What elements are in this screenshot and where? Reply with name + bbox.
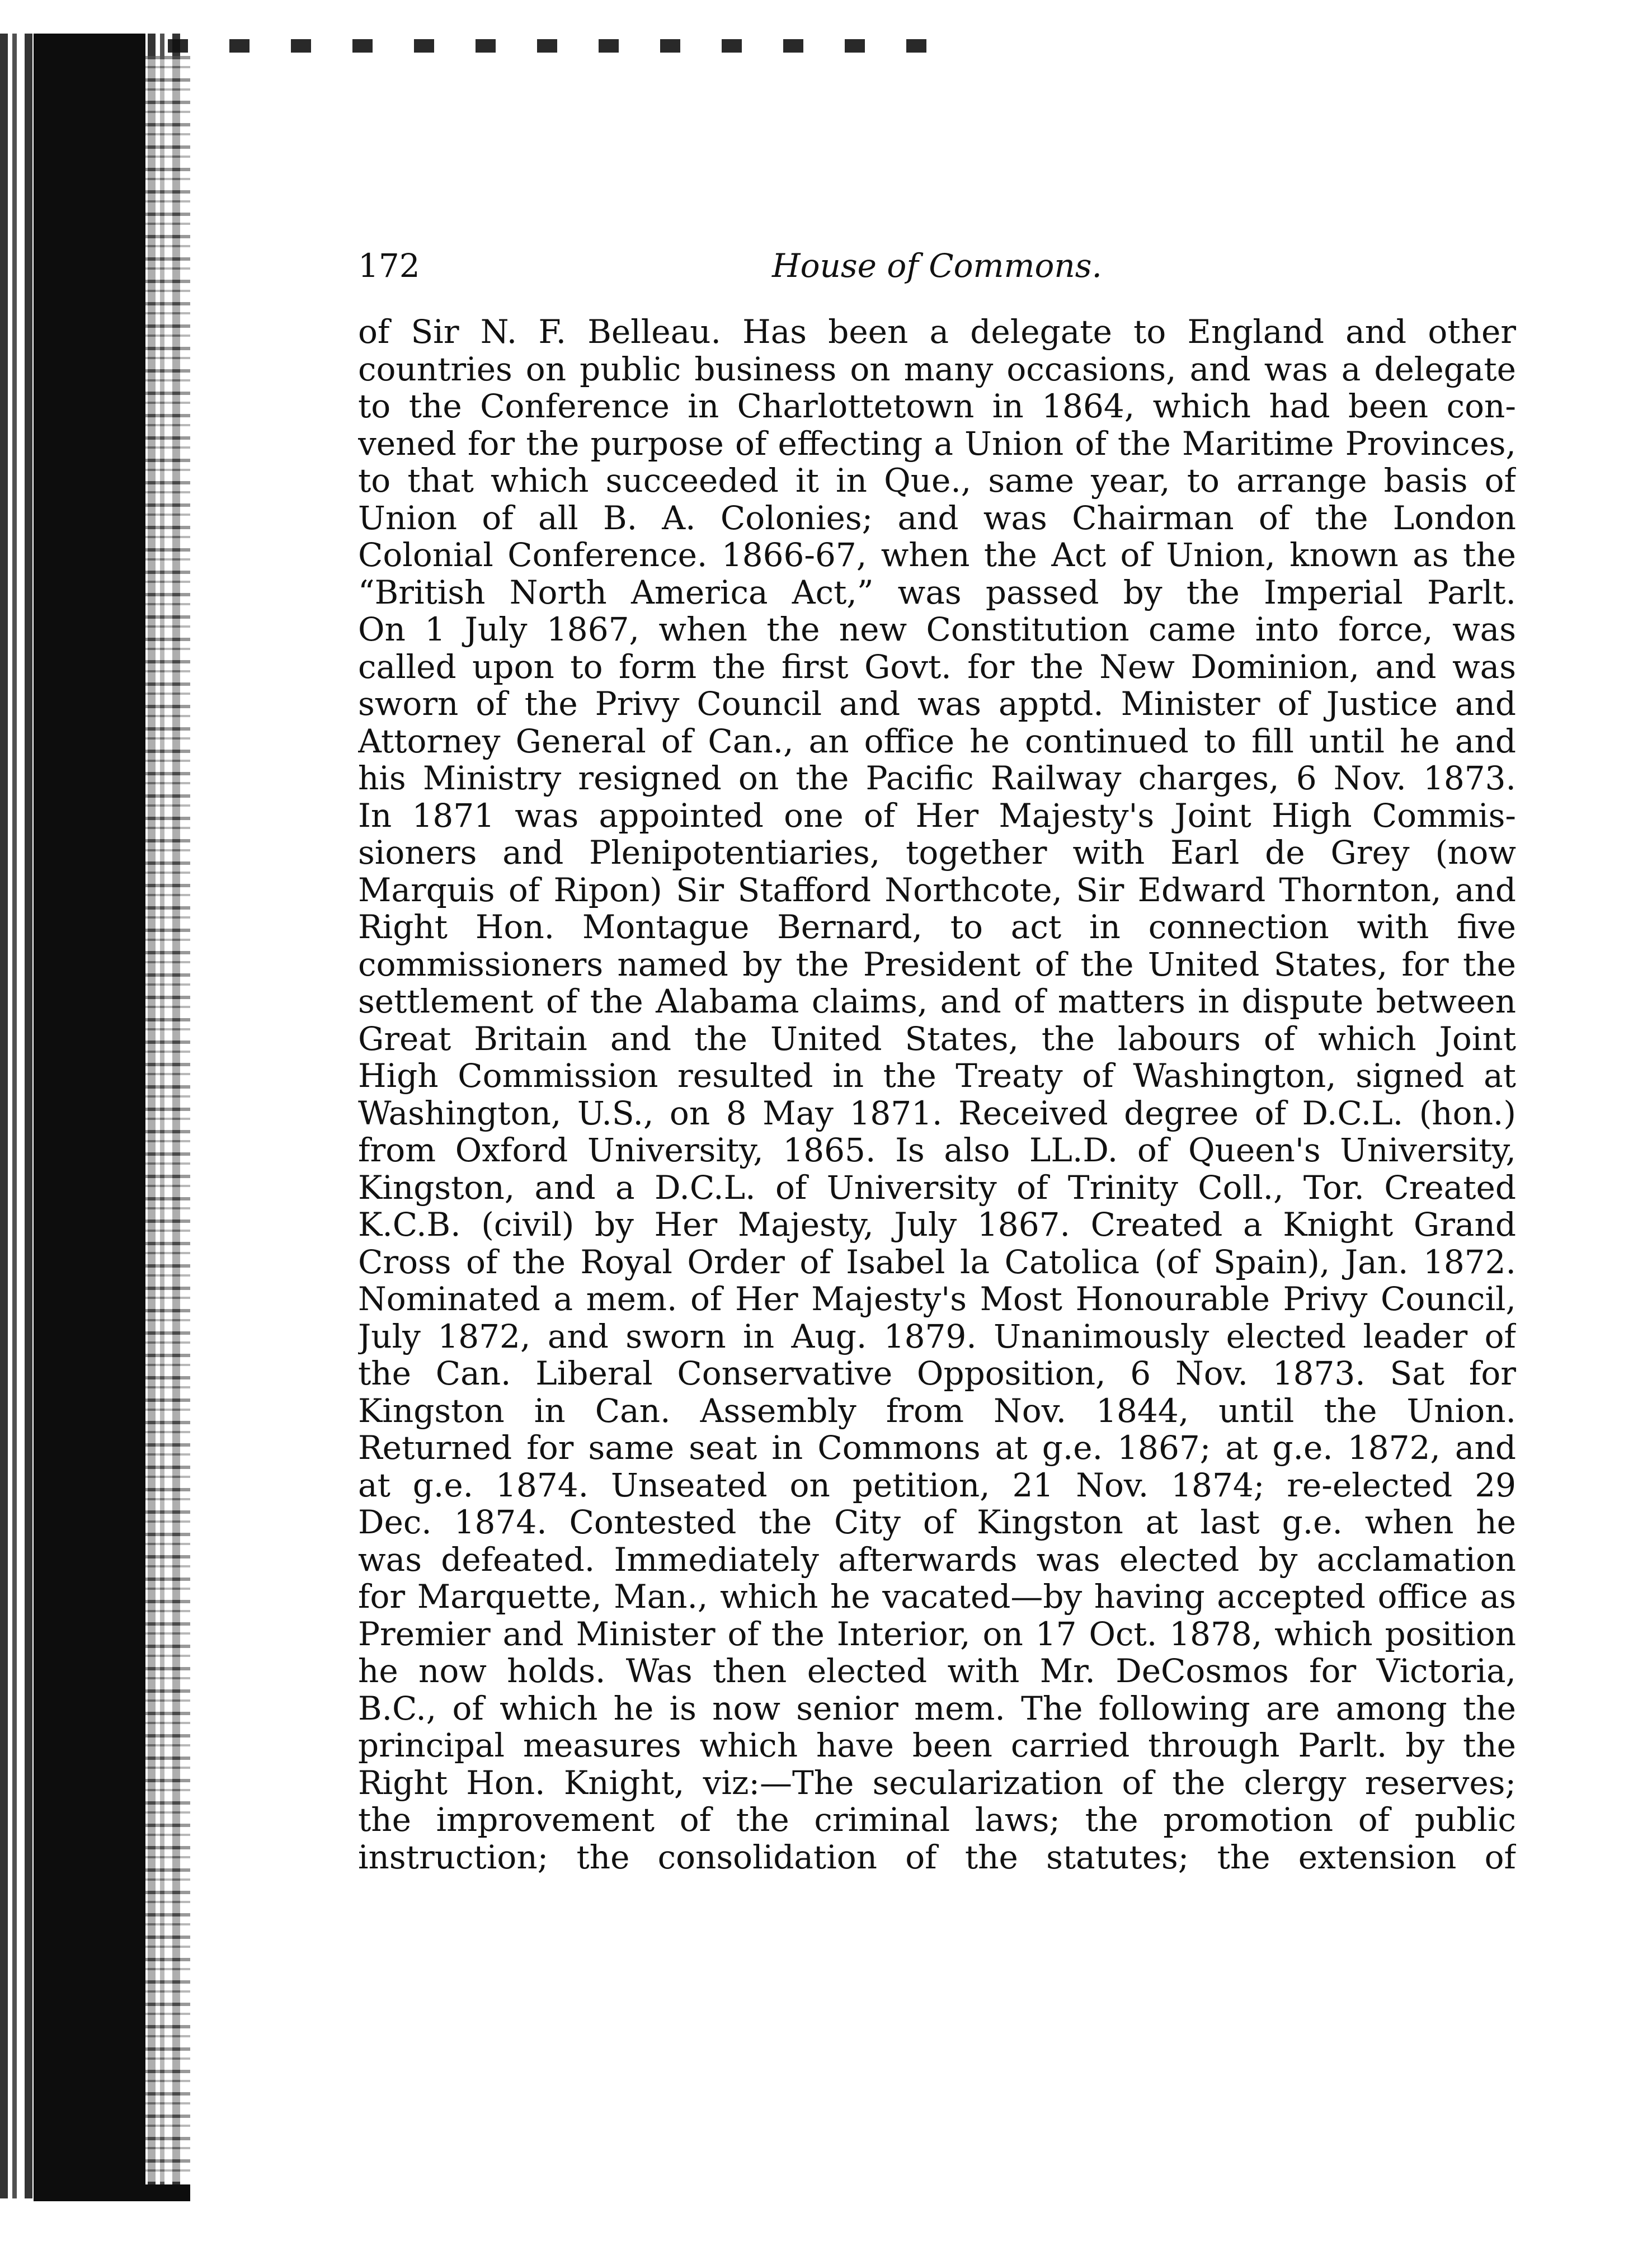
text-line: the improvement of the criminal laws; the promotion of public xyxy=(358,1801,1516,1839)
page-header xyxy=(358,243,1516,288)
text-line: Kingston in Can. Assembly from Nov. 1844, until the Union. xyxy=(358,1392,1516,1429)
text-line: instruction; the consolidation of the statutes; the extension of xyxy=(358,1838,1516,1876)
text-line: was defeated. Immediately afterwards was elected by acclamation xyxy=(358,1541,1516,1578)
text-line: settlement of the Alabama claims, and of matters in dispute between xyxy=(358,983,1516,1020)
text-line: Nominated a mem. of Her Majesty's Most Honourable Privy Council, xyxy=(358,1280,1516,1318)
text-line: Right Hon. Knight, viz:—The secularization of the clergy reserves; xyxy=(358,1764,1516,1801)
scan-top-marks xyxy=(168,39,951,53)
scan-binding-shadow xyxy=(34,34,145,2198)
text-line: called upon to form the first Govt. for the New Dominion, and was xyxy=(358,648,1516,685)
text-line: Kingston, and a D.C.L. of University of Trinity Coll., Tor. Created xyxy=(358,1169,1516,1206)
scan-bottom-bar xyxy=(34,2184,190,2201)
text-line: In 1871 was appointed one of Her Majesty's Joint High Commis- xyxy=(358,797,1516,834)
text-line: the Can. Liberal Conservative Opposition, 6 Nov. 1873. Sat for xyxy=(358,1355,1516,1392)
text-line: July 1872, and sworn in Aug. 1879. Unanimously elected leader of xyxy=(358,1317,1516,1355)
text-line: K.C.B. (civil) by Her Majesty, July 1867. Created a Knight Grand xyxy=(358,1206,1516,1244)
text-line: On 1 July 1867, when the new Constitution came into force, was xyxy=(358,611,1516,648)
text-line: Union of all B. A. Colonies; and was Chairman of the London xyxy=(358,499,1516,536)
text-line: for Marquette, Man., which he vacated—by having accepted office as xyxy=(358,1578,1516,1616)
text-line: Great Britain and the United States, the labours of which Joint xyxy=(358,1020,1516,1057)
text-line: “British North America Act,” was passed by the Imperial Parlt. xyxy=(358,573,1516,611)
text-line: Attorney General of Can., an office he continued to fill until he and xyxy=(358,722,1516,760)
running-title: House of Commons. xyxy=(772,247,1102,285)
text-line: sioners and Plenipotentiaries, together with Earl de Grey (now xyxy=(358,834,1516,872)
text-line: Premier and Minister of the Interior, on 17 Oct. 1878, which position xyxy=(358,1615,1516,1652)
text-line: of Sir N. F. Belleau. Has been a delegate to England and other xyxy=(358,313,1516,351)
text-line: his Ministry resigned on the Pacific Railway charges, 6 Nov. 1873. xyxy=(358,760,1516,797)
text-line: at g.e. 1874. Unseated on petition, 21 Nov. 1874; re-elected 29 xyxy=(358,1466,1516,1504)
text-line: to that which succeeded it in Que., same year, to arrange basis of xyxy=(358,462,1516,500)
scan-binding-speckle xyxy=(145,56,190,2182)
text-line: from Oxford University, 1865. Is also LL.D. of Queen's University, xyxy=(358,1132,1516,1169)
text-line: Right Hon. Montague Bernard, to act in connection with five xyxy=(358,908,1516,946)
text-line: commissioners named by the President of the United States, for the xyxy=(358,945,1516,983)
text-line: High Commission resulted in the Treaty of Washington, signed at xyxy=(358,1057,1516,1095)
text-line: principal measures which have been carried through Parlt. by the xyxy=(358,1727,1516,1764)
text-line: countries on public business on many occasions, and was a delegate xyxy=(358,350,1516,388)
text-line: Returned for same seat in Commons at g.e. 1867; at g.e. 1872, and xyxy=(358,1429,1516,1467)
page-number: 172 xyxy=(358,247,420,285)
text-line: he now holds. Was then elected with Mr. DeCosmos for Victoria, xyxy=(358,1652,1516,1690)
text-line: Cross of the Royal Order of Isabel la Catolica (of Spain), Jan. 1872. xyxy=(358,1243,1516,1280)
body-text xyxy=(358,313,1516,1876)
text-line: sworn of the Privy Council and was apptd. Minister of Justice and xyxy=(358,685,1516,723)
text-line: to the Conference in Charlottetown in 1864, which had been con- xyxy=(358,388,1516,425)
text-line: Washington, U.S., on 8 May 1871. Received degree of D.C.L. (hon.) xyxy=(358,1094,1516,1132)
text-line: B.C., of which he is now senior mem. The following are among the xyxy=(358,1689,1516,1727)
text-line: Colonial Conference. 1866-67, when the Act of Union, known as the xyxy=(358,536,1516,574)
text-line: vened for the purpose of effecting a Union of the Maritime Provinces, xyxy=(358,425,1516,462)
text-line: Marquis of Ripon) Sir Stafford Northcote, Sir Edward Thornton, and xyxy=(358,871,1516,908)
text-line: Dec. 1874. Contested the City of Kingston at last g.e. when he xyxy=(358,1504,1516,1541)
